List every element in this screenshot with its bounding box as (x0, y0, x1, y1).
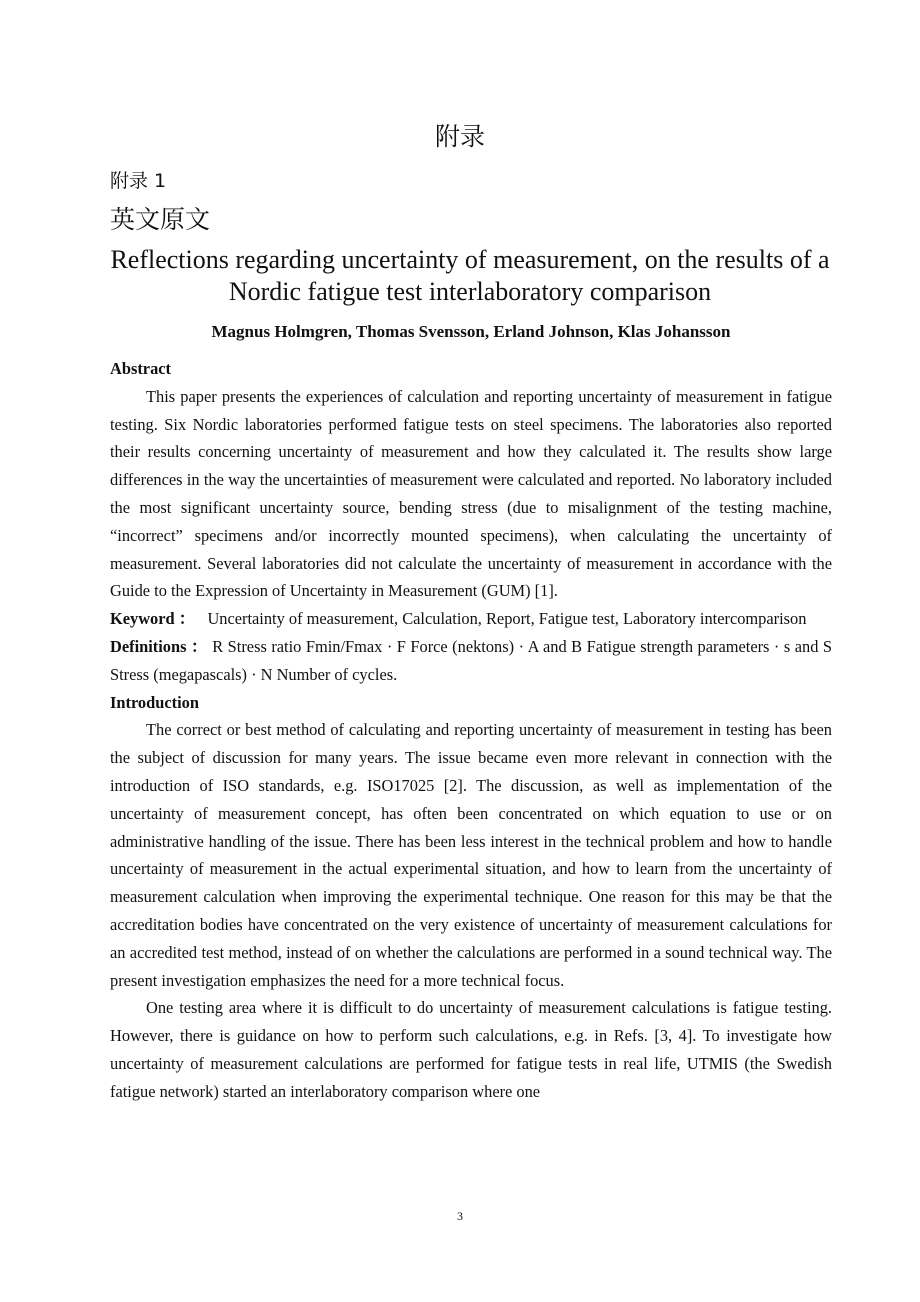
introduction-paragraph-1: The correct or best method of calculating and reporting uncertainty of measurement in testing has been the subject of discussion for many years. The issue became even more relevant in connection with the introduction of ISO standards, e.g. ISO17025 [2]. The discussion, as well as implementation of the uncertainty of measurement concept, has often been concentrated on which equation to use or on administrative handling of the issue. There has been less interest in the technical problem and how to handle uncertainty of measurement in the actual experimental situation, and how to learn from the uncertainty of measurement calculation when improving the experimental technique. One reason for this may be that the accreditation bodies have concentrated on the very existence of uncertainty of measurement calculations for an accredited test method, instead of on whether the calculations are performed in a sound technical way. The present investigation emphasizes the need for a more technical focus. (110, 720, 832, 990)
introduction-heading: Introduction (110, 692, 199, 712)
keyword-label: Keyword ： (110, 609, 196, 629)
appendix-subtitle: 附录 1 (110, 170, 167, 192)
section-heading-original-text: 英文原文 (110, 205, 211, 234)
introduction-paragraph-2: One testing area where it is difficult to do uncertainty of measurement calculations is fatigue testing. However, there is guidance on how to perform such calculations, e.g. in Refs. [3, 4]. To investigate how uncertainty of measurement calculations are performed for fatigue tests in real life, UTMIS (the Swedish fatigue network) started an interlaboratory comparison where one (110, 998, 832, 1101)
definitions-line (110, 633, 832, 689)
appendix-title: 附录 (434, 122, 485, 151)
abstract-text: This paper presents the experiences of calculation and reporting uncertainty of measurement in fatigue testing. Six Nordic laboratories performed fatigue tests on steel specimens. The laboratories also reported their results concerning uncertainty of measurement and how they calculated it. The results show large differences in the way the uncertainties of measurement were calculated and reported. No laboratory included the most significant uncertainty source, bending stress (due to misalignment of the testing machine, “incorrect” specimens and/or incorrectly mounted specimens), when calculating the uncertainty of measurement. Several laboratories did not calculate the uncertainty of measurement in accordance with the Guide to the Expression of Uncertainty in Measurement (GUM) [1]. (110, 386, 832, 601)
paper-authors: Magnus Holmgren, Thomas Svensson, Erland Johnson, Klas Johansson (211, 322, 731, 341)
keyword-line (110, 605, 832, 633)
abstract-heading: Abstract (110, 359, 171, 378)
definitions-label: Definitions ： (110, 636, 208, 656)
definitions-text: R Stress ratio Fmin/Fmax · F Force (nektons) · A and B Fatigue strength parameters · s and S Stress (megapascals) · N Number of cycles. (110, 636, 832, 684)
paper-title: Reflections regarding uncertainty of measurement, on the results of a Nordic fatigue test interlaboratory comparison (110, 245, 830, 306)
page-number: 3 (457, 1209, 463, 1223)
keyword-text: Uncertainty of measurement, Calculation, Report, Fatigue test, Laboratory intercomparison (207, 609, 807, 629)
paper-body (110, 355, 832, 1106)
